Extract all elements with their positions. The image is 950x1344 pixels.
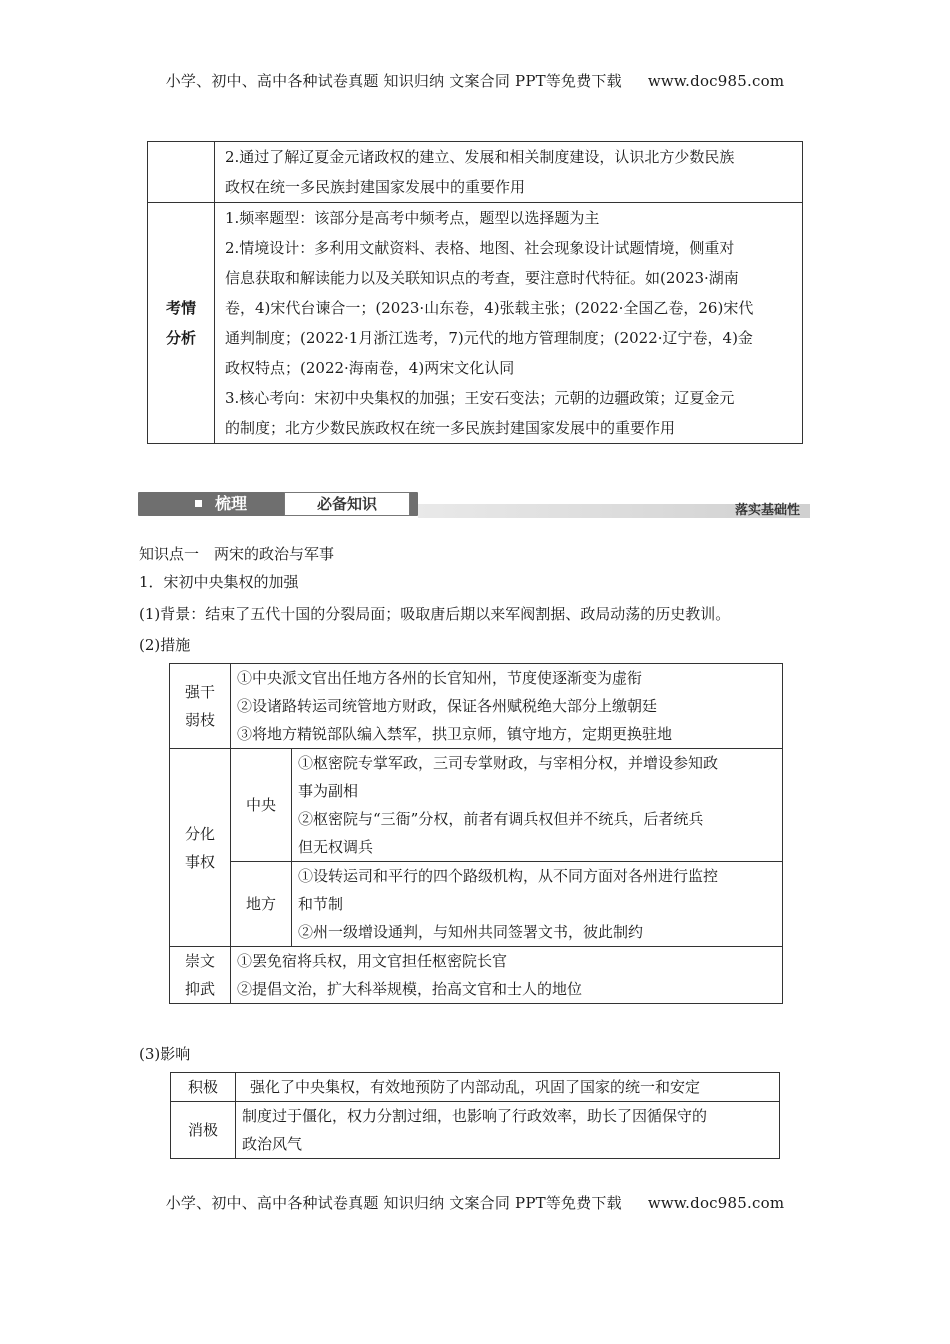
background-text: (1)背景：结束了五代十国的分裂局面；吸取唐后期以来军阀割据、政局动荡的历史教训。 [139,605,731,623]
banner-tag: 落实基础性 [734,503,800,518]
footer-text: 小学、初中、高中各种试卷真题 知识归纳 文案合同 PPT等免费下载 [165,1194,622,1212]
text-line: 信息获取和解读能力以及关联知识点的考查，要注意时代特征。如(2023·湖南 [225,269,739,287]
label-line: 强干 [184,683,215,701]
table-row [171,1102,780,1159]
table-row [148,203,803,444]
table-row [171,1073,780,1102]
section-banner [138,492,810,520]
knowledge-point-heading: 知识点一 两宋的政治与军事 [139,545,335,563]
measures-content [231,664,783,749]
label-line: 分析 [165,329,196,347]
label-line: 事权 [184,852,215,871]
table-row [148,142,803,203]
subcategory-label: 中央 [231,749,292,862]
text-line: 1.频率题型：该部分是高考中频考点，题型以选择题为主 [225,209,600,227]
impact-content [236,1102,780,1159]
table-row [170,862,783,947]
measures-heading: (2)措施 [139,636,191,654]
text-line: 事为副相 [298,782,359,800]
item-heading: 1．宋初中央集权的加强 [139,573,299,591]
subcategory-label: 地方 [231,862,292,947]
measures-table [169,663,783,1004]
text-line: ②设诸路转运司统管地方财政，保证各州赋税绝大部分上缴朝廷 [237,697,658,715]
text-line: 的制度；北方少数民族政权在统一多民族封建国家发展中的重要作用 [225,419,676,437]
text-line: ②州一级增设通判，与知州共同签署文书，彼此制约 [298,923,644,941]
text-line: 3.核心考向：宋初中央集权的加强；王安石变法；元朝的边疆政策；辽夏金元 [225,389,735,407]
impact-heading: (3)影响 [139,1045,191,1063]
footer-url[interactable]: www.doc985.com [647,1194,785,1212]
square-bullet-icon [195,500,202,507]
exam-analysis-table [147,141,803,444]
text-line: ②提倡文治，扩大科举规模，抬高文官和士人的地位 [237,980,583,998]
impact-label: 消极 [171,1102,236,1159]
empty-label-cell [148,142,215,203]
text-line: ①罢免宿将兵权，用文官担任枢密院长官 [237,952,508,970]
text-line: 2.通过了解辽夏金元诸政权的建立、发展和相关制度建设，认识北方少数民族 [225,148,735,166]
label-line: 崇文 [184,952,215,970]
category-label [170,664,231,749]
banner-subtitle: 必备知识 [284,492,410,516]
banner-title: 梳理 [215,494,248,513]
text-line: 但无权调兵 [298,838,374,856]
text-line: 政权特点；(2022·海南卷，4)两宋文化认同 [225,359,515,377]
label-line: 抑武 [184,980,215,998]
text-line: 政治风气 [242,1135,303,1153]
category-label [170,947,231,1004]
page-header [0,70,950,91]
impact-table [170,1072,780,1159]
label-line: 考情 [165,299,196,317]
text-line: 卷，4)宋代台谏合一；(2023·山东卷，4)张载主张；(2022·全国乙卷，26)宋代 [225,299,754,317]
impact-label: 积极 [171,1073,236,1102]
text-line: ①中央派文官出任地方各州的长官知州，节度使逐渐变为虚衔 [237,669,643,687]
text-line: ①设转运司和平行的四个路级机构，从不同方面对各州进行监控 [298,867,719,885]
text-line: 制度过于僵化，权力分割过细，也影响了行政效率，助长了因循保守的 [242,1107,708,1125]
impact-content: 强化了中央集权，有效地预防了内部动乱，巩固了国家的统一和安定 [236,1073,780,1102]
analysis-content-cell [215,203,803,444]
text-line: 和节制 [298,895,344,913]
table-row [170,947,783,1004]
header-url[interactable]: www.doc985.com [647,72,785,90]
text-line: 通判制度；(2022·1月浙江选考，7)元代的地方管理制度；(2022·辽宁卷，4)金 [225,329,753,347]
table-row [170,749,783,862]
text-line: 政权在统一多民族封建国家发展中的重要作用 [225,178,526,196]
category-label [170,749,231,947]
table-row [170,664,783,749]
text-line: ③将地方精锐部队编入禁军，拱卫京师，镇守地方，定期更换驻地 [237,725,673,743]
measures-content [231,947,783,1004]
analysis-label-cell [148,203,215,444]
header-text: 小学、初中、高中各种试卷真题 知识归纳 文案合同 PPT等免费下载 [165,72,622,90]
measures-content [292,862,783,947]
label-line: 弱枝 [184,711,215,729]
text-line: 2.情境设计：多利用文献资料、表格、地图、社会现象设计试题情境，侧重对 [225,239,735,257]
text-line: ②枢密院与“三衙”分权，前者有调兵权但并不统兵，后者统兵 [298,810,704,828]
page-footer [0,1192,950,1213]
text-line: ①枢密院专掌军政，三司专掌财政，与宰相分权，并增设参知政 [298,754,719,772]
label-line: 分化 [184,824,215,843]
goal-content-cell [215,142,803,203]
measures-content [292,749,783,862]
